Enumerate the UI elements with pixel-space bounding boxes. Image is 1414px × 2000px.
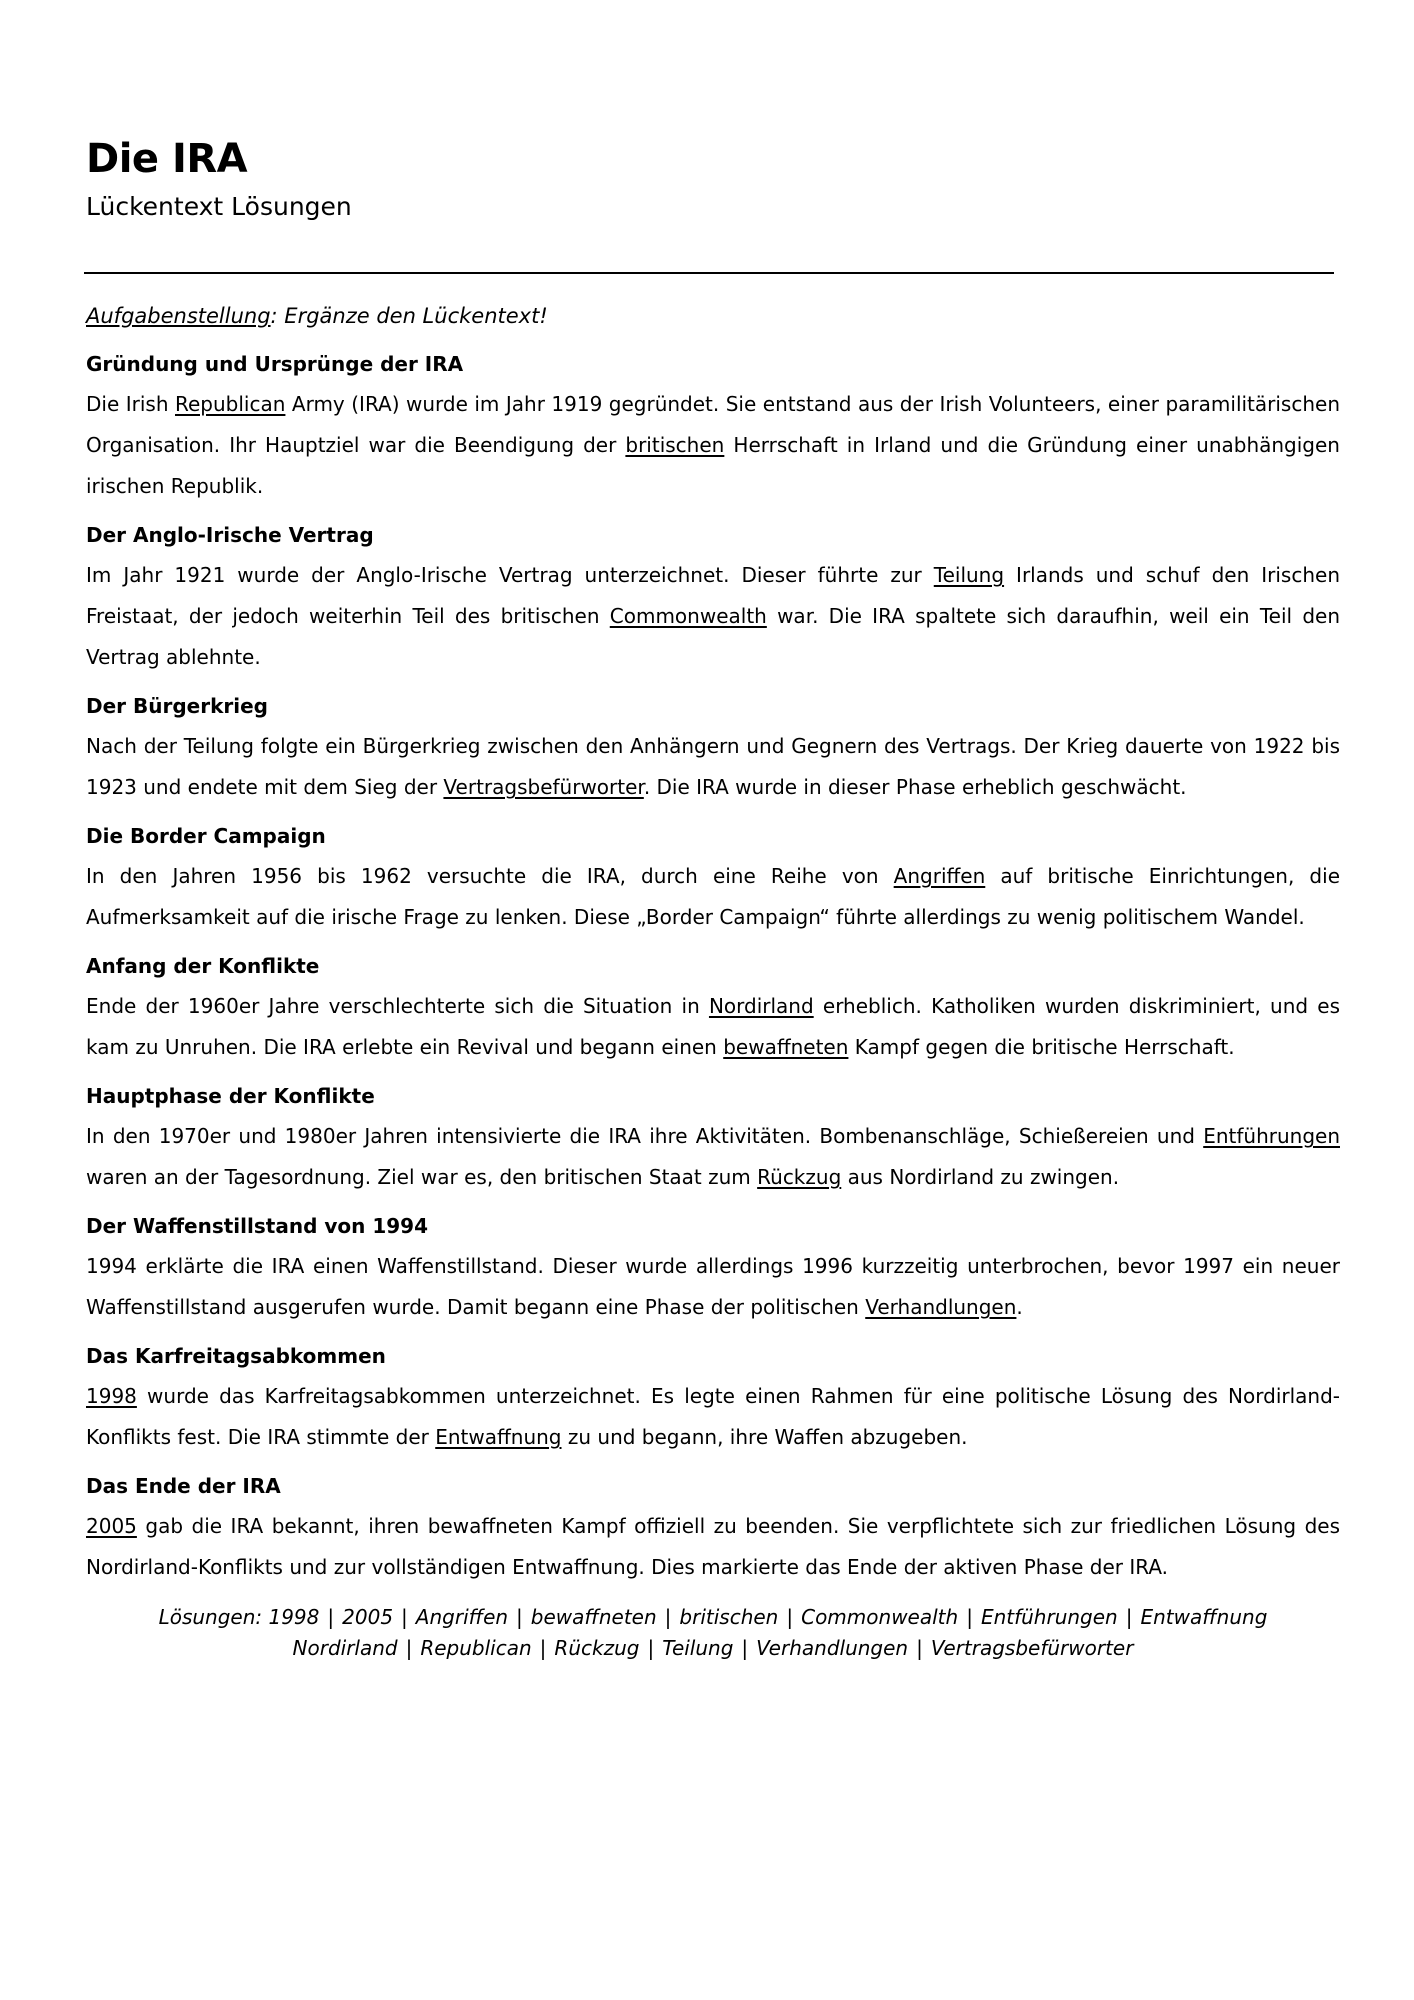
solutions-label: Lösungen: [158,1605,269,1629]
section-text [86,384,1340,507]
text-run: gab die IRA bekannt, ihren bewaffneten Kampf offiziell zu beenden. Sie verpflichtete sich zur friedlichen Lösung des Nordirland-Konflikts und zur vollständigen Entwaffnung. Dies markierte das Ende der aktiven Phase der IRA. [86,1514,1340,1579]
text-run: wurde das Karfreitagsabkommen unterzeichnet. Es legte einen Rahmen für eine politische Lösung des Nordirland-Konflikts fest. Die IRA stimmte der [86,1384,1340,1449]
solution-word: Entführungen [980,1605,1118,1629]
answer-word: Commonwealth [609,604,767,628]
section-heading: Die Border Campaign [86,824,326,848]
text-run: erheblich. Katholiken wurden diskriminiert, und es kam zu Unruhen. Die IRA erlebte ein Revival und begann einen [86,994,1340,1059]
section-text [86,726,1340,808]
solutions-separator: | [401,1605,408,1629]
solutions-separator: | [327,1605,335,1629]
solution-word: Verhandlungen [756,1636,909,1660]
worksheet-content [86,300,1340,1664]
answer-word: Nordirland [708,994,814,1018]
answer-word: bewaffneten [723,1035,849,1059]
text-run: Herrschaft in Irland und die Gründung einer unabhängigen irischen Republik. [86,433,1340,498]
sections-list [86,350,1340,1588]
text-run: Die Irish [86,392,175,416]
answer-word: Entführungen [1203,1124,1340,1148]
task-instruction [86,300,1340,332]
answer-word: 1998 [86,1384,137,1408]
answer-word: britischen [625,433,725,457]
section [86,1212,1340,1328]
solution-word: 1998 [268,1605,320,1629]
text-run: 1994 erklärte die IRA einen Waffenstillstand. Dieser wurde allerdings 1996 kurzzeitig unterbrochen, bevor 1997 ein neuer Waffenstillstand ausgerufen wurde. Damit begann eine Phase der politischen [86,1254,1340,1319]
solution-word: Angriffen [415,1605,509,1629]
answer-word: Teilung [933,563,1005,587]
text-run: waren an der Tagesordnung. Ziel war es, den britischen Staat zum [86,1165,758,1189]
task-label: Aufgabenstellung [86,304,271,328]
section-text [86,555,1340,678]
solution-word: 2005 [342,1605,394,1629]
text-run: Nach der Teilung folgte ein Bürgerkrieg zwischen den Anhängern und Gegnern des Vertrags. Der Krieg dauerte von 1922 bis 1923 und endete mit dem Sieg der [86,734,1340,799]
page-subtitle: Lückentext Lösungen [86,192,352,221]
solutions-separator: | [664,1605,672,1629]
section-heading: Gründung und Ursprünge der IRA [86,352,464,376]
answer-word: Rückzug [757,1165,842,1189]
section [86,1342,1340,1458]
solution-word: Nordirland [292,1636,398,1660]
task-text: : Ergänze den Lückentext! [270,304,548,328]
text-run: Irlands und schuf den Irischen Freistaat, der jedoch weiterhin Teil des britischen [86,563,1340,628]
text-run: In den 1970er und 1980er Jahren intensivierte die IRA ihre Aktivitäten. Bombenanschläge, Schießereien und [86,1124,1204,1148]
answer-word: Entwaffnung [435,1425,562,1449]
section [86,350,1340,507]
solution-word: Teilung [662,1636,734,1660]
text-run: . [1016,1295,1023,1319]
header-divider [84,272,1334,274]
section-heading: Der Waffenstillstand von 1994 [86,1214,428,1238]
text-run: auf britische Einrichtungen, die Aufmerksamkeit auf die irische Frage zu lenken. Diese „Border Campaign“ führte allerdings zu wenig politischem Wandel. [86,864,1340,929]
solutions-separator: | [966,1605,973,1629]
solutions-line [86,1602,1340,1633]
section-heading: Der Bürgerkrieg [86,694,268,718]
answer-word: Republican [175,392,286,416]
section [86,1472,1340,1588]
section-text [86,1506,1340,1588]
solutions-separator: | [916,1636,923,1660]
solution-word: Vertragsbefürworter [930,1636,1134,1660]
section [86,822,1340,938]
answer-word: Verhandlungen [865,1295,1017,1319]
section-heading: Das Ende der IRA [86,1474,281,1498]
solution-word: Rückzug [554,1636,640,1660]
section-text [86,1116,1340,1198]
text-run: Army (IRA) wurde im Jahr 1919 gegründet. Sie entstand aus der Irish Volunteers, einer paramilitärischen Organisation. Ihr Hauptziel war die Beendigung der [86,392,1341,457]
solution-word: britischen [679,1605,779,1629]
page-title: Die IRA [86,136,248,182]
section-heading: Anfang der Konflikte [86,954,320,978]
section [86,1082,1340,1198]
answer-word: Vertragsbefürworter [443,775,644,799]
text-run: zu und begann, ihre Waffen abzugeben. [561,1425,968,1449]
section-text [86,1246,1340,1328]
section-text [86,1376,1340,1458]
solutions-box [86,1602,1340,1664]
solutions-separator: | [647,1636,655,1660]
section [86,952,1340,1068]
text-run: . Die IRA wurde in dieser Phase erheblich geschwächt. [643,775,1187,799]
solutions-separator: | [786,1605,794,1629]
text-run: Kampf gegen die britische Herrschaft. [848,1035,1235,1059]
solutions-line [86,1633,1340,1664]
text-run: Im Jahr 1921 wurde der Anglo-Irische Vertrag unterzeichnet. Dieser führte zur [86,563,934,587]
section-text [86,856,1340,938]
section-heading: Das Karfreitagsabkommen [86,1344,386,1368]
section [86,692,1340,808]
answer-word: Angriffen [893,864,986,888]
section-heading: Hauptphase der Konflikte [86,1084,375,1108]
solutions-separator: | [1125,1605,1133,1629]
solutions-separator: | [516,1605,523,1629]
solution-word: Entwaffnung [1140,1605,1268,1629]
section-text [86,986,1340,1068]
solution-word: Commonwealth [801,1605,959,1629]
section-heading: Der Anglo-Irische Vertrag [86,523,374,547]
text-run: aus Nordirland zu zwingen. [841,1165,1120,1189]
section [86,521,1340,678]
solutions-separator: | [405,1636,413,1660]
text-run: Ende der 1960er Jahre verschlechterte sich die Situation in [86,994,709,1018]
solutions-separator: | [741,1636,749,1660]
text-run: war. Die IRA spaltete sich daraufhin, weil ein Teil den Vertrag ablehnte. [86,604,1340,669]
text-run: In den Jahren 1956 bis 1962 versuchte die IRA, durch eine Reihe von [86,864,894,888]
answer-word: 2005 [86,1514,137,1538]
solution-word: bewaffneten [530,1605,657,1629]
solution-word: Republican [420,1636,532,1660]
solutions-separator: | [539,1636,547,1660]
